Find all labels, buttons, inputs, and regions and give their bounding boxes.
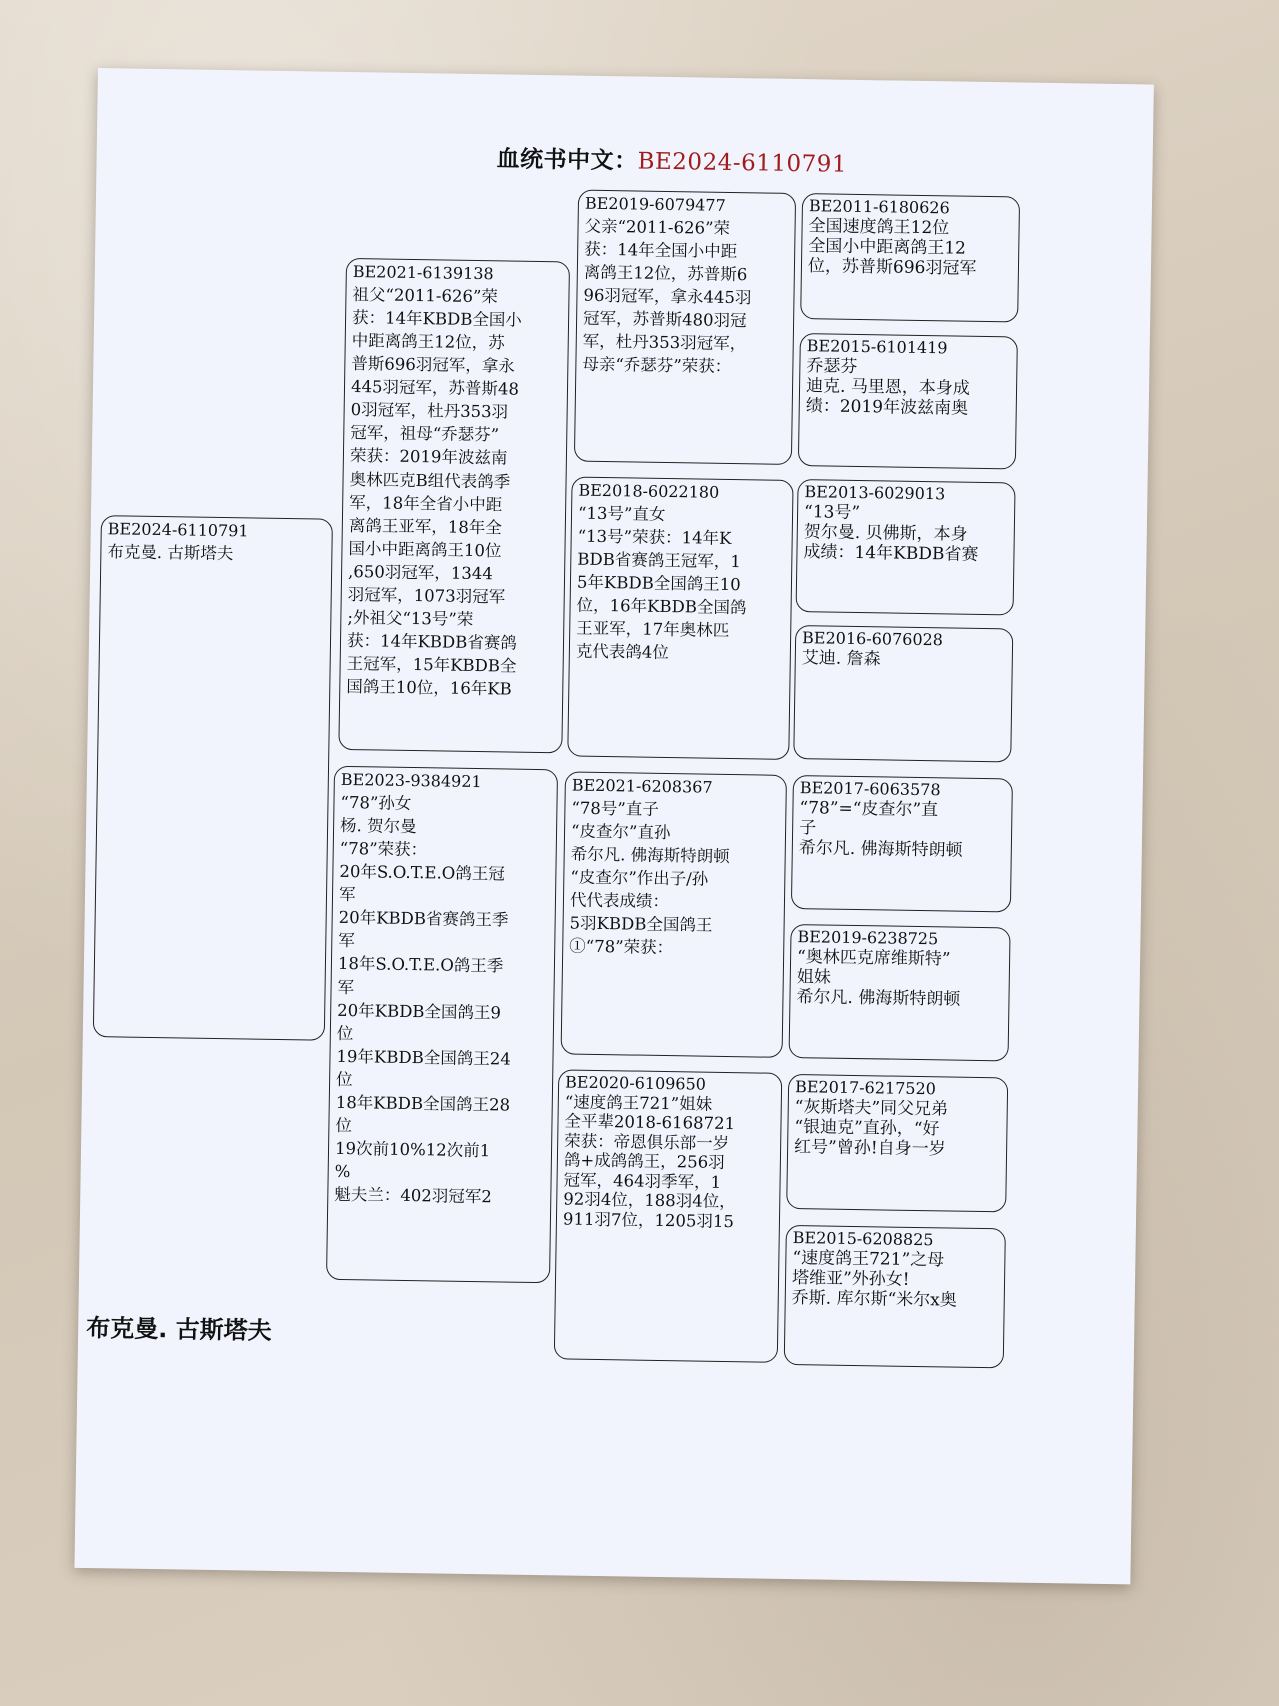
pedigree-text-line: BDB省赛鸽王冠军，1 — [577, 549, 741, 572]
dam-sire-dam-box — [789, 924, 1011, 1061]
ring-number: BE2021-6208367 — [571, 775, 713, 797]
ring-number: BE2024-6110791 — [107, 519, 249, 541]
pedigree-text-line: “速度鸽王721”姐妹 — [564, 1092, 713, 1114]
pedigree-text-line: 红号”曾孙!自身一岁 — [793, 1137, 946, 1160]
pedigree-text-line: 迪克. 马里恩，本身成 — [805, 376, 971, 399]
pedigree-text-line: 获：14年KBDB全国小 — [351, 307, 523, 330]
pedigree-text-line: “78号”直子 — [571, 798, 659, 819]
ring-number: BE2023-9384921 — [340, 769, 482, 792]
pedigree-text-line: 鸽+成鸽鸽王，256羽 — [563, 1150, 725, 1173]
pedigree-sheet — [74, 68, 1153, 1584]
pedigree-text-line: 位，苏普斯696羽冠军 — [807, 256, 977, 279]
ring-number: BE2013-6029013 — [804, 482, 946, 504]
pedigree-text-line: 祖父“2011-626”荣 — [352, 284, 499, 307]
dam-dam-dam-box — [784, 1225, 1006, 1368]
ring-number: BE2017-6063578 — [799, 778, 941, 800]
dam-sire-sire-box — [791, 775, 1013, 912]
pedigree-text-line: 位 — [335, 1115, 353, 1136]
pedigree-text-line: 18年S.O.T.E.O鸽王季 — [337, 954, 504, 976]
pedigree-text-line: 希尔凡. 佛海斯特朗顿 — [570, 844, 730, 867]
pedigree-text-line: 20年KBDB省赛鸽王季 — [338, 908, 509, 930]
pedigree-text-line: 19次前10%12次前1 — [334, 1139, 491, 1161]
pedigree-text-line: “78”荣获： — [339, 838, 428, 860]
pedigree-text-line: 全国小中距离鸽王12 — [808, 236, 967, 259]
sire-dam-box — [567, 476, 793, 759]
pedigree-text-line: 母亲“乔瑟芬”荣获： — [582, 355, 732, 377]
pedigree-text-line: “13号” — [803, 502, 861, 523]
pedigree-text-line: 18年KBDB全国鸽王28 — [335, 1092, 511, 1115]
dam-sire-box — [561, 771, 787, 1057]
pedigree-text-line: 希尔凡. 佛海斯特朗顿 — [796, 987, 961, 1010]
pedigree-text-line: 父亲“2011-626”荣 — [584, 216, 731, 238]
pedigree-text-line: 0羽冠军，杜丹353羽 — [350, 400, 509, 422]
pedigree-text-line: 96羽冠军，拿永445羽 — [583, 285, 752, 308]
pedigree-text-line: 普斯696羽冠军，拿永 — [351, 354, 516, 376]
pedigree-text-line: 离鸽王12位，苏普斯6 — [583, 262, 748, 285]
pedigree-text-line: “13号”直女 — [577, 503, 666, 524]
pedigree-text-line: 国鸽王10位，16年KB — [346, 677, 512, 699]
pedigree-text-line: 19年KBDB全国鸽王24 — [336, 1046, 511, 1069]
pedigree-text-line: 姐妹 — [796, 967, 831, 988]
pedigree-text-line: 王亚军，17年奥林匹 — [576, 618, 730, 641]
pedigree-text-line: 445羽冠军，苏普斯48 — [350, 377, 520, 399]
pedigree-text-line: ①“78”荣获： — [569, 936, 674, 958]
sire-box — [338, 258, 570, 753]
title-prefix: 血统书中文： — [496, 146, 638, 175]
pedigree-text-line: 军，杜丹353羽冠军， — [582, 331, 747, 354]
pedigree-text-line: 911羽7位，1205羽15 — [562, 1209, 735, 1231]
pedigree-text-line: 冠军，苏普斯480羽冠 — [582, 308, 747, 331]
pedigree-text-line: 20年KBDB全国鸽王9 — [337, 1000, 502, 1023]
pedigree-text-line: 奥林匹克B组代表鸽季 — [349, 469, 511, 492]
sire-sire-box — [574, 190, 796, 465]
pedigree-text-line: 子 — [798, 818, 817, 839]
pedigree-text-line: 塔维亚”外孙女! — [791, 1267, 910, 1290]
pedigree-text-line: 位 — [336, 1023, 354, 1043]
pedigree-text-line: “13号”荣获：14年K — [577, 526, 732, 548]
pigeon-name-footer: 布克曼. 古斯塔夫 — [85, 1313, 272, 1345]
pedigree-text-line: 20年S.O.T.E.O鸽王冠 — [339, 861, 505, 884]
pedigree-text-line: 全平辈2018-6168721 — [564, 1111, 736, 1134]
pedigree-text-line: 希尔凡. 佛海斯特朗顿 — [798, 838, 963, 861]
pedigree-text-line: 位 — [335, 1069, 353, 1090]
ring-number: BE2019-6238725 — [797, 927, 939, 949]
pedigree-text-line: 国小中距离鸽王10位 — [348, 538, 502, 561]
pedigree-text-line: 艾迪. 詹森 — [801, 648, 881, 670]
pedigree-text-line: “皮查尔”作出子/孙 — [570, 867, 709, 889]
pedigree-text-line: 离鸽王亚军，18年全 — [348, 515, 502, 538]
pedigree-text-line: 位，16年KBDB全国鸽 — [576, 595, 747, 618]
pedigree-text-line: “78”孙女 — [340, 792, 412, 813]
pedigree-text-line: 绩：2019年波兹南奥 — [805, 396, 969, 419]
pedigree-text-line: “皮查尔”直孙 — [570, 821, 671, 842]
pedigree-text-line: 魁夫兰：402羽冠军2 — [334, 1185, 492, 1207]
pedigree-text-line: 军 — [337, 977, 355, 997]
sire-sire-sire-box — [800, 193, 1020, 322]
pedigree-text-line: 冠军，464羽季军，1 — [563, 1170, 722, 1192]
pedigree-text-line: 中距离鸽王12位，苏 — [351, 331, 505, 353]
dam-dam-box — [554, 1069, 783, 1362]
ring-number: BE2018-6022180 — [578, 480, 720, 502]
sire-dam-dam-box — [793, 625, 1013, 762]
pedigree-text-line: 乔瑟芬 — [806, 356, 858, 377]
ring-number: BE2016-6076028 — [801, 628, 944, 650]
ring-number: BE2017-6217520 — [794, 1077, 937, 1099]
sire-sire-dam-box — [798, 333, 1018, 469]
ring-number: BE2020-6109650 — [564, 1072, 707, 1094]
pedigree-text-line: 冠军，祖母“乔瑟芬” — [350, 423, 500, 445]
pedigree-text-line: ,650羽冠军，1344 — [347, 561, 493, 584]
pedigree-text-line: 获：14年全国小中距 — [584, 239, 738, 261]
pedigree-text-line: “奥林匹克席维斯特” — [796, 946, 951, 970]
pedigree-text-line: “银迪克”直孙，“好 — [794, 1116, 940, 1140]
pedigree-text-line: 5年KBDB全国鸽王10 — [576, 572, 741, 595]
pedigree-text-line: 荣获：2019年波兹南 — [349, 446, 508, 468]
pedigree-title — [496, 140, 847, 179]
pedigree-text-line: 军 — [338, 885, 356, 905]
pigeon-box — [93, 515, 333, 1041]
ring-number: BE2011-6180626 — [808, 196, 950, 218]
pedigree-text-line: “灰斯塔夫”同父兄弟 — [794, 1096, 949, 1120]
pedigree-text-line: 乔斯. 库尔斯“米尔x奥 — [791, 1288, 957, 1311]
pedigree-text-line: “78”=“皮查尔”直 — [799, 797, 939, 821]
pedigree-text-line: “速度鸽王721”之母 — [792, 1247, 945, 1271]
pedigree-text-line: 代代表成绩： — [569, 890, 670, 912]
title-ring-number: BE2024-6110791 — [637, 148, 848, 178]
pedigree-text-line: ;外祖父“13号”荣 — [347, 608, 474, 630]
ring-number: BE2019-6079477 — [584, 193, 726, 215]
pedigree-text-line: 克代表鸽4位 — [575, 641, 670, 663]
pedigree-text-line: 杨. 贺尔曼 — [339, 815, 417, 836]
pedigree-text-line: 贺尔曼. 贝佛斯，本身 — [803, 522, 968, 545]
pedigree-text-line: 羽冠军，1073羽冠军 — [347, 585, 506, 607]
pedigree-text-line: 获：14年KBDB省赛鸽 — [346, 631, 517, 653]
ring-number: BE2021-6139138 — [352, 262, 494, 284]
pedigree-text-line: 军，18年全省小中距 — [349, 492, 503, 515]
pedigree-text-line: % — [334, 1162, 351, 1182]
pedigree-text-line: 成绩：14年KBDB省赛 — [803, 542, 979, 565]
dam-box — [326, 766, 558, 1283]
pedigree-text-line: 军 — [338, 931, 355, 951]
ring-number: BE2015-6208825 — [792, 1228, 934, 1250]
pedigree-text-line: 92羽4位，188羽4位， — [563, 1189, 736, 1212]
pedigree-text-line: 5羽KBDB全国鸽王 — [569, 913, 713, 936]
dam-dam-sire-box — [786, 1074, 1008, 1212]
sire-dam-sire-box — [796, 479, 1016, 615]
ring-number: BE2015-6101419 — [806, 336, 948, 358]
pedigree-text-line: 荣获：帝恩俱乐部一岁 — [564, 1131, 730, 1153]
pedigree-text-line: 王冠军，15年KBDB全 — [346, 654, 517, 676]
pedigree-text-line: 布克曼. 古斯塔夫 — [107, 542, 234, 563]
pedigree-text-line: 全国速度鸽王12位 — [808, 216, 950, 239]
